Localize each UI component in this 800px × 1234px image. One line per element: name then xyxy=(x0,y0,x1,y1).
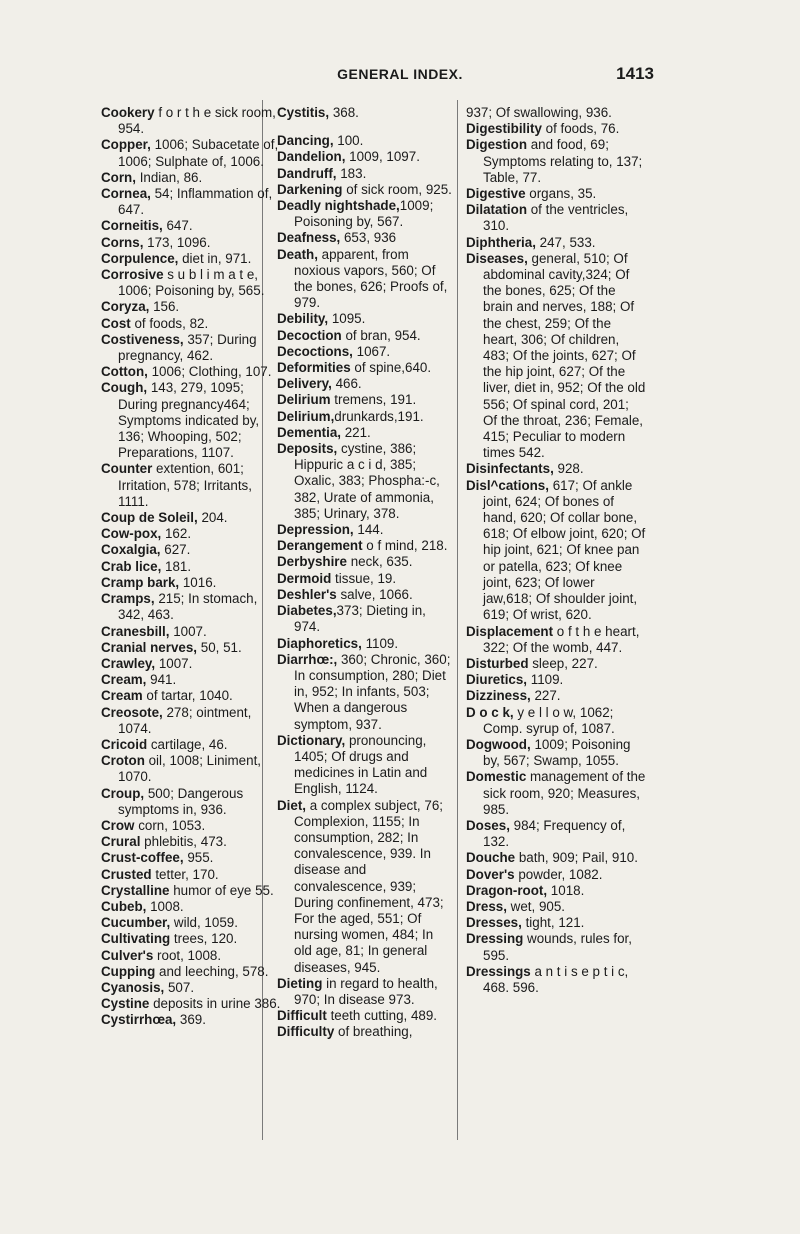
index-entry xyxy=(101,332,281,364)
entry-term: Cramp bark, xyxy=(101,574,180,590)
entry-references: of foods, 82. xyxy=(130,315,209,331)
entry-references: o f mind, 218. xyxy=(362,538,448,554)
entry-references: cystine, 386; Hippuric a c i d, 385; Oxalic, 383; Phospha:-c, 382, Urate of ammonia, 385; Urinary, 378. xyxy=(294,441,440,521)
index-entry xyxy=(277,733,453,798)
index-entry xyxy=(101,364,281,380)
index-entry xyxy=(277,1008,453,1024)
entry-references: 215; In stomach, 342, 463. xyxy=(118,591,258,623)
entry-references: management of the sick room, 920; Measures, 985. xyxy=(483,769,646,817)
index-entry xyxy=(101,380,281,461)
entry-references: 941. xyxy=(146,672,177,688)
entry-references: trees, 120. xyxy=(170,931,238,947)
entry-term: Deafness, xyxy=(277,230,341,246)
index-entry xyxy=(277,247,453,312)
entry-term: Darkening xyxy=(277,181,343,197)
entry-references: 1009; Poisoning by, 567; Swamp, 1055. xyxy=(483,736,631,769)
entry-term: Cyanosis, xyxy=(101,979,165,995)
index-entry xyxy=(277,425,453,441)
index-entry xyxy=(277,344,453,360)
index-entry xyxy=(101,705,281,737)
entry-term: Digestion xyxy=(466,137,528,153)
entry-references: general, 510; Of abdominal cavity,324; Of the bones, 625; Of the brain and nerves, 188; Of the chest, 259; Of the heart, 306; Of children, 483; Of the joints, 627; Of the hip joint, 627; Of the liver, diet in, 952; Of the old 556; Of spinal cord, 201; Of the throat, 236; Female, 415; Peculiar to modern times 542. xyxy=(483,250,646,461)
index-entry xyxy=(101,105,281,137)
entry-term: Crusted xyxy=(101,866,152,882)
entry-term: Diabetes, xyxy=(277,603,337,619)
entry-term: Corn, xyxy=(101,169,136,185)
entry-term: Crystalline xyxy=(101,882,170,898)
entry-term: Costiveness, xyxy=(101,331,184,347)
entry-term: Cricoid xyxy=(101,736,148,752)
entry-references: wet, 905. xyxy=(506,898,566,914)
entry-term: Dresses, xyxy=(466,915,522,931)
entry-references: 617; Of ankle joint, 624; Of bones of hand, 620; Of collar bone, 618; Of elbow joint, 620; Of hip joint, 621; Of knee pan or patella, 623; Of knee joint, 623; Of lower jaw,618; Of shoulder joint, 619; Of wrist, 620. xyxy=(483,477,646,623)
index-entry xyxy=(101,737,281,753)
index-entry xyxy=(101,235,281,251)
index-entry xyxy=(277,554,453,570)
entry-references: of sick room, 925. xyxy=(342,181,452,197)
index-entry xyxy=(466,705,646,737)
index-entry xyxy=(466,202,646,234)
index-entry xyxy=(277,166,453,182)
index-entry xyxy=(466,235,646,251)
index-entry xyxy=(101,267,281,299)
entry-term: Crust-coffee, xyxy=(101,850,184,866)
entry-term: Crow xyxy=(101,817,135,833)
index-entry xyxy=(277,133,453,149)
entry-term: Corns, xyxy=(101,234,144,250)
entry-references: 1009, 1097. xyxy=(345,149,420,165)
index-entry xyxy=(277,976,453,1008)
index-entry xyxy=(277,571,453,587)
entry-term: Dieting xyxy=(277,975,323,991)
index-entry xyxy=(466,931,646,963)
entry-references: 500; Dangerous symptoms in, 936. xyxy=(118,785,244,817)
entry-references: 183. xyxy=(336,165,367,181)
entry-references: root, 1008. xyxy=(153,947,222,963)
entry-references: 647. xyxy=(162,218,193,234)
entry-term: Cystirrhœa, xyxy=(101,1012,177,1028)
entry-references: 227. xyxy=(530,688,561,704)
index-entry xyxy=(277,182,453,198)
entry-references: 181. xyxy=(161,558,192,574)
index-entry xyxy=(277,603,453,635)
index-entry xyxy=(101,591,281,623)
index-entry xyxy=(466,186,646,202)
entry-term: Cookery xyxy=(101,105,155,120)
entry-references: apparent, from noxious vapors, 560; Of the bones, 626; Proofs of, 979. xyxy=(294,246,448,311)
index-entry xyxy=(101,186,281,218)
entry-term: Diaphoretics, xyxy=(277,635,362,651)
index-entry xyxy=(101,753,281,785)
entry-references: 357; During pregnancy, 462. xyxy=(118,331,257,364)
index-entry xyxy=(277,376,453,392)
entry-term: Dress, xyxy=(466,898,507,914)
entry-references: 50, 51. xyxy=(197,639,242,655)
entry-references: tight, 121. xyxy=(521,915,585,931)
entry-term: Debility, xyxy=(277,311,329,327)
entry-term: Dermoid xyxy=(277,570,332,586)
entry-references: 369. xyxy=(176,1012,206,1028)
index-entry xyxy=(101,624,281,640)
running-title: GENERAL INDEX. xyxy=(337,66,463,82)
entry-references: 928. xyxy=(553,461,584,477)
entry-term: Cranial nerves, xyxy=(101,639,198,655)
entry-term: Dragon-root, xyxy=(466,882,548,898)
entry-term: Culver's xyxy=(101,947,154,963)
entry-references: powder, 1082. xyxy=(514,866,603,882)
index-entry xyxy=(277,522,453,538)
entry-term: Croton xyxy=(101,753,145,769)
entry-term: Dandruff, xyxy=(277,165,337,181)
index-entry xyxy=(101,850,281,866)
entry-term: Diarrhœ:, xyxy=(277,651,338,667)
index-entry xyxy=(101,964,281,980)
entry-term: Coxalgia, xyxy=(101,542,161,558)
index-column-2 xyxy=(277,105,453,1041)
entry-references: 1008. xyxy=(146,898,184,914)
entry-references: 1109. xyxy=(361,635,399,651)
index-entry xyxy=(277,311,453,327)
index-entry xyxy=(101,461,281,510)
index-entry xyxy=(466,899,646,915)
entry-references: 1006; Subacetate of, 1006; Sulphate of, 1006. xyxy=(118,137,279,169)
entry-references: oil, 1008; Liniment, 1070. xyxy=(118,753,262,785)
entry-term: Diet, xyxy=(277,797,307,813)
index-entry xyxy=(101,996,281,1012)
entry-term: Deposits, xyxy=(277,441,338,457)
index-entry xyxy=(277,360,453,376)
entry-references: f o r t h e sick room, 954. xyxy=(118,105,276,137)
entry-term: Crawley, xyxy=(101,655,156,671)
entry-term: D o c k, xyxy=(466,704,514,720)
entry-references: y e l l o w, 1062; Comp. syrup of, 1087. xyxy=(483,704,615,736)
entry-references: 466. xyxy=(331,376,362,392)
index-column-3 xyxy=(466,105,646,996)
entry-references: 278; ointment, 1074. xyxy=(118,704,252,736)
entry-term: Derangement xyxy=(277,538,363,554)
entry-references: tetter, 170. xyxy=(151,866,219,882)
entry-references: 653, 936 xyxy=(340,230,397,246)
index-entry xyxy=(101,510,281,526)
entry-references: neck, 635. xyxy=(346,554,413,570)
index-entry xyxy=(277,392,453,408)
entry-term: Disl^cations, xyxy=(466,477,549,493)
entry-term: Derbyshire xyxy=(277,554,347,570)
entry-references: corn, 1053. xyxy=(134,817,206,833)
entry-references: 373; Dieting in, 974. xyxy=(294,603,426,635)
index-entry xyxy=(101,526,281,542)
index-entry xyxy=(101,137,281,169)
entry-term: Dizziness, xyxy=(466,688,531,704)
index-entry xyxy=(466,737,646,769)
index-entry xyxy=(101,867,281,883)
entry-references: 360; Chronic, 360; In consumption, 280; Diet in, 952; In infants, 503; When a dangerous symptom, 937. xyxy=(294,651,451,732)
index-entry xyxy=(101,1012,281,1028)
entry-term: Decoction xyxy=(277,327,342,343)
index-entry xyxy=(101,542,281,558)
entry-term: Croup, xyxy=(101,785,145,801)
index-entry xyxy=(101,170,281,186)
entry-term: Dogwood, xyxy=(466,736,531,752)
entry-term: Crural xyxy=(101,834,141,850)
index-entry xyxy=(101,575,281,591)
index-entry xyxy=(101,915,281,931)
entry-term: Deadly nightshade, xyxy=(277,198,400,214)
entry-references: of foods, 76. xyxy=(541,121,620,137)
index-entry xyxy=(466,672,646,688)
entry-references: 143, 279, 1095; During pregnancy464; Symptoms indicated by, 136; Whooping, 502; Preparations, 1107. xyxy=(118,380,260,461)
page-number: 1413 xyxy=(616,64,654,83)
entry-references: 1009; Poisoning by, 567. xyxy=(294,198,434,230)
index-entry xyxy=(277,328,453,344)
entry-term: Digestibility xyxy=(466,121,542,137)
entry-references: a complex subject, 76; Complexion, 1155; In consumption, 282; In convalescence, 939. In disease and convalescence, 939; During confinement, 473; For the aged, 551; Of nursing women, 484; In old age, 81; In general diseases, 945. xyxy=(294,797,444,975)
entry-references: wounds, rules for, 595. xyxy=(483,931,632,963)
entry-references: of tartar, 1040. xyxy=(142,688,233,704)
entry-references: 368. xyxy=(329,105,359,120)
index-entry xyxy=(277,1024,453,1040)
index-entry xyxy=(466,867,646,883)
entry-references: 1018. xyxy=(547,882,585,898)
entry-term: Counter xyxy=(101,461,153,477)
entry-term: Difficult xyxy=(277,1008,327,1024)
entry-references: 1007. xyxy=(169,623,207,639)
index-entry xyxy=(101,672,281,688)
entry-term: Cow-pox, xyxy=(101,526,162,542)
index-entry xyxy=(466,461,646,477)
index-entry xyxy=(101,656,281,672)
index-entry xyxy=(466,818,646,850)
index-entry xyxy=(101,640,281,656)
entry-term: Corpulence, xyxy=(101,250,179,266)
entry-references: 156. xyxy=(149,299,180,315)
entry-references: 937; Of swallowing, 936. xyxy=(466,105,612,120)
entry-term: Cream, xyxy=(101,672,147,688)
index-entry xyxy=(466,478,646,624)
entry-term: Depression, xyxy=(277,522,354,538)
index-entry xyxy=(277,652,453,733)
index-entry xyxy=(101,688,281,704)
index-entry xyxy=(101,899,281,915)
entry-references: pronouncing, 1405; Of drugs and medicines in Latin and English, 1124. xyxy=(294,732,428,797)
entry-references: 627. xyxy=(160,542,191,558)
entry-term: Dancing, xyxy=(277,133,334,149)
entry-references: 1006; Clothing, 107. xyxy=(147,364,272,380)
entry-references: 1067. xyxy=(352,343,391,359)
index-entry xyxy=(101,883,281,899)
entry-references: 984; Frequency of, 132. xyxy=(483,817,626,850)
entry-references: organs, 35. xyxy=(525,186,597,202)
index-entry xyxy=(466,656,646,672)
entry-references: 1109. xyxy=(527,672,564,688)
index-entry xyxy=(101,834,281,850)
entry-references: and food, 69; Symptoms relating to, 137; Table, 77. xyxy=(483,137,643,185)
entry-term: Cotton, xyxy=(101,364,148,380)
entry-references: sleep, 227. xyxy=(528,655,598,671)
entry-term: Cultivating xyxy=(101,931,171,947)
entry-references: 173, 1096. xyxy=(143,234,211,250)
entry-term: Cystitis, xyxy=(277,105,330,120)
entry-term: Dressings xyxy=(466,963,531,979)
entry-term: Disinfectants, xyxy=(466,461,554,477)
index-entry xyxy=(101,218,281,234)
entry-term: Creosote, xyxy=(101,704,163,720)
index-entry xyxy=(466,137,646,186)
entry-references: salve, 1066. xyxy=(336,586,413,602)
entry-term: Corrosive xyxy=(101,267,164,283)
entry-term: Digestive xyxy=(466,186,526,202)
entry-references: deposits in urine 386. xyxy=(149,996,281,1012)
entry-term: Douche xyxy=(466,850,516,866)
index-entry xyxy=(277,587,453,603)
entry-references: of the ventricles, 310. xyxy=(483,202,629,234)
index-entry xyxy=(466,769,646,818)
entry-references: of spine,640. xyxy=(350,360,432,376)
entry-term: Delivery, xyxy=(277,376,332,392)
entry-term: Displacement xyxy=(466,623,554,639)
entry-term: Crab lice, xyxy=(101,558,162,574)
entry-references: 955. xyxy=(183,850,214,866)
entry-references: in regard to health, 970; In disease 973. xyxy=(294,975,438,1007)
index-entry xyxy=(277,121,453,133)
index-column-1 xyxy=(101,105,281,1029)
entry-term: Dementia, xyxy=(277,424,341,440)
entry-references: 247, 533. xyxy=(535,234,596,250)
entry-term: Coup de Soleil, xyxy=(101,510,198,526)
entry-references: bath, 909; Pail, 910. xyxy=(515,850,638,866)
entry-references: tissue, 19. xyxy=(331,570,397,586)
entry-references: 221. xyxy=(341,424,371,440)
entry-references: 54; Inflammation of, 647. xyxy=(118,186,273,218)
index-entry xyxy=(101,251,281,267)
index-entry xyxy=(277,105,453,121)
entry-term: Diuretics, xyxy=(466,672,528,688)
entry-references: o f t h e heart, 322; Of the womb, 447. xyxy=(483,623,640,655)
entry-references: humor of eye 55. xyxy=(169,882,274,898)
entry-term: Delirium, xyxy=(277,408,335,424)
entry-term: Disturbed xyxy=(466,655,529,671)
entry-references: diet in, 971. xyxy=(178,250,252,266)
entry-term: Cramps, xyxy=(101,591,155,607)
entry-term: Cranesbill, xyxy=(101,623,170,639)
entry-references: a n t i s e p t i c, 468. 596. xyxy=(483,963,629,995)
entry-references: of bran, 954. xyxy=(341,327,421,343)
entry-references: 1016. xyxy=(179,574,217,590)
entry-term: Diphtheria, xyxy=(466,234,536,250)
index-entry xyxy=(101,316,281,332)
entry-term: Cost xyxy=(101,315,131,331)
index-entry xyxy=(277,798,453,976)
entry-term: Corneitis, xyxy=(101,218,163,234)
entry-term: Cucumber, xyxy=(101,915,171,931)
entry-references: 507. xyxy=(164,979,195,995)
index-entry xyxy=(466,121,646,137)
entry-term: Dressing xyxy=(466,931,524,947)
index-entry xyxy=(466,688,646,704)
entry-term: Cystine xyxy=(101,996,150,1012)
entry-references: cartilage, 46. xyxy=(147,736,228,752)
entry-term: Death, xyxy=(277,246,318,262)
entry-term: Dictionary, xyxy=(277,732,346,748)
entry-term: Delirium xyxy=(277,392,331,408)
entry-term: Deformities xyxy=(277,360,351,376)
entry-term: Dover's xyxy=(466,866,515,882)
index-entry xyxy=(277,409,453,425)
entry-references: 204. xyxy=(197,510,228,526)
entry-term: Difficulty xyxy=(277,1024,335,1040)
index-entry xyxy=(277,230,453,246)
index-entry xyxy=(277,636,453,652)
index-entry xyxy=(101,980,281,996)
index-entry xyxy=(466,964,646,996)
entry-term: Cubeb, xyxy=(101,898,147,914)
entry-term: Copper, xyxy=(101,137,151,153)
entry-references: 1095. xyxy=(328,311,366,327)
index-entry xyxy=(466,850,646,866)
page-header xyxy=(0,64,800,90)
entry-term: Cream xyxy=(101,688,143,704)
entry-term: Deshler's xyxy=(277,586,337,602)
index-entry xyxy=(277,149,453,165)
entry-references: 100. xyxy=(333,133,364,149)
index-entry xyxy=(101,818,281,834)
entry-term: Dilatation xyxy=(466,202,528,218)
index-columns xyxy=(0,105,800,1215)
entry-references: teeth cutting, 489. xyxy=(326,1008,438,1024)
entry-references: drunkards,191. xyxy=(334,408,424,424)
entry-references: tremens, 191. xyxy=(330,392,417,408)
entry-term: Doses, xyxy=(466,817,510,833)
index-entry xyxy=(466,624,646,656)
entry-term: Coryza, xyxy=(101,299,150,315)
entry-references: 144. xyxy=(353,522,384,538)
entry-references: 162. xyxy=(161,526,192,542)
entry-references: wild, 1059. xyxy=(170,915,238,931)
entry-term: Dandelion, xyxy=(277,149,346,165)
entry-term: Cough, xyxy=(101,380,148,396)
index-entry xyxy=(277,441,453,522)
index-entry xyxy=(101,931,281,947)
index-entry xyxy=(466,915,646,931)
index-entry xyxy=(466,883,646,899)
entry-references: phlebitis, 473. xyxy=(140,834,227,850)
entry-term: Cornea, xyxy=(101,186,151,202)
entry-references: 1007. xyxy=(155,655,193,671)
entry-references: Indian, 86. xyxy=(135,169,203,185)
index-entry xyxy=(277,538,453,554)
index-entry xyxy=(101,786,281,818)
entry-term: Diseases, xyxy=(466,250,528,266)
index-entry xyxy=(466,251,646,462)
entry-term: Domestic xyxy=(466,769,527,785)
entry-references: of breathing, xyxy=(334,1024,413,1040)
entry-references: extention, 601; Irritation, 578; Irritants, 1111. xyxy=(118,461,252,509)
entry-term: Decoctions, xyxy=(277,343,353,359)
entry-references: and leeching, 578. xyxy=(155,963,269,979)
index-entry xyxy=(101,299,281,315)
index-entry xyxy=(277,198,453,230)
entry-term: Cupping xyxy=(101,963,156,979)
entry-references: s u b l i m a t e, 1006; Poisoning by, 565. xyxy=(118,267,265,299)
index-entry xyxy=(101,559,281,575)
index-entry xyxy=(466,105,646,121)
index-entry xyxy=(101,948,281,964)
